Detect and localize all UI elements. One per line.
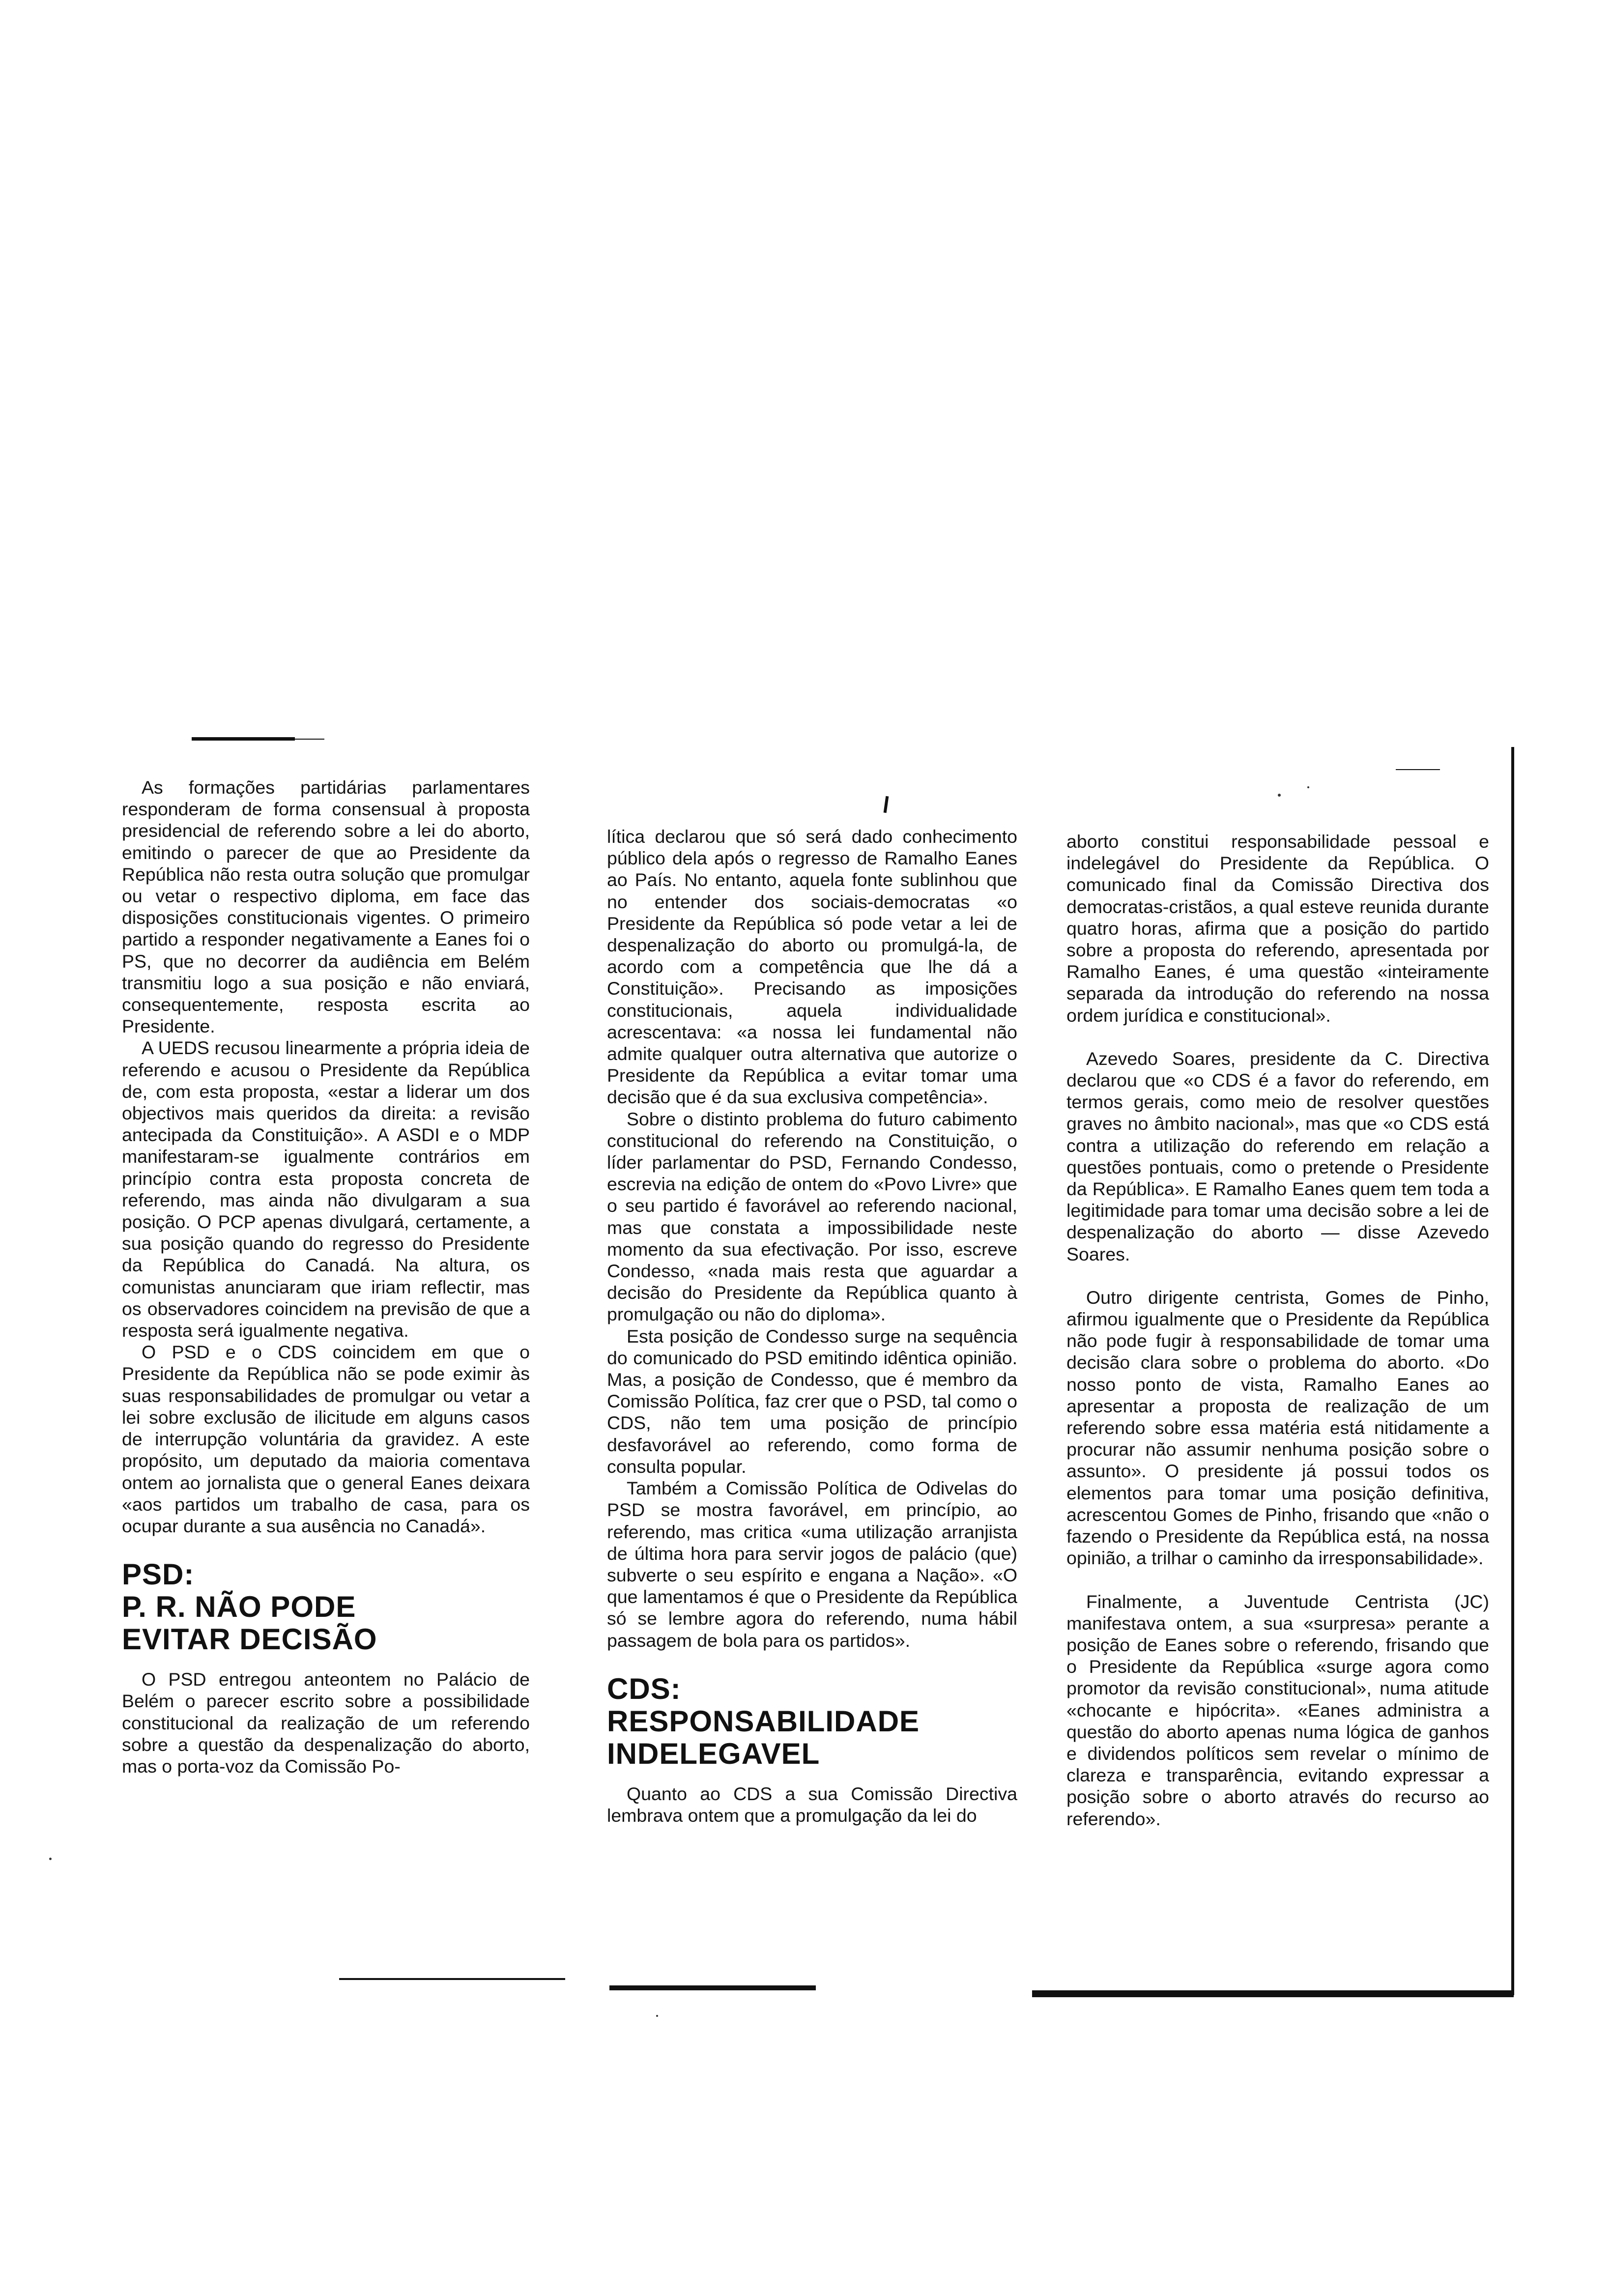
subheading-cds <box>607 1673 1017 1770</box>
subheading-cds-line-1: CDS: <box>607 1672 681 1705</box>
newspaper-clipping <box>113 737 1489 2025</box>
paragraph: lítica declarou que só será dado conhecimento público dela após o regresso de Ramalho Eanes ao País. No entanto, aquela fonte sublinhou que no entender dos sociais-democratas «o Presidente da República só pode vetar a lei de despenalização do aborto ou promulgá-la, de acordo com a competência que lhe dá a Constituição». Precisando as imposições constitucionais, aquela individualidade acrescentava: «a nossa lei fundamental não admite qualquer outra alternativa que autorize o Presidente da República a evitar tomar uma decisão que é da sua exclusiva competência». <box>607 826 1017 1108</box>
bottom-middle-rule <box>609 1985 816 1990</box>
paragraph-gap <box>1066 1569 1489 1591</box>
paragraph: O PSD e o CDS coincidem em que o Presidente da República não se pode eximir às suas responsabilidades de promulgar ou vetar a lei sobre exclusão de ilicitude em alguns casos de interrupção voluntária da gravidez. A este propósito, um deputado da maioria comentava ontem ao jornalista que o general Eanes deixara «aos partidos um trabalho de casa, para os ocupar durante a sua ausência no Canadá». <box>122 1342 530 1536</box>
column-2 <box>607 826 1017 1826</box>
right-vertical-rule <box>1511 747 1514 1995</box>
paragraph-gap <box>1066 1026 1489 1048</box>
top-right-dash <box>1396 769 1440 770</box>
subheading-psd-line-3: EVITAR DECISÃO <box>122 1623 377 1656</box>
top-left-rule-thin <box>295 739 324 740</box>
paragraph: A UEDS recusou linearmente a própria ideia de referendo e acusou o Presidente da República de, com esta proposta, «estar a liderar um dos objectivos mais queridos da direita: a revisão antecipada da Constituição». A ASDI e o MDP manifestaram-se igualmente contrários em princípio contra esta proposta concreta de referendo, mas ainda não divulgaram a sua posição. O PCP apenas divulgará, certamente, a sua posição quando do regresso do Presidente da República do Canadá. Na altura, os comunistas anunciaram que iriam reflectir, mas os observadores coincidem na previsão de que a resposta será igualmente negativa. <box>122 1037 530 1341</box>
speck <box>49 1858 52 1860</box>
paragraph: As formações partidárias parlamentares responderam de forma consensual à proposta presidencial de referendo sobre a lei do aborto, emitindo o parecer de que ao Presidente da República não resta outra solução que promulgar ou vetar o respectivo diploma, em face das disposições constitucionais vigentes. O primeiro partido a responder negativamente a Eanes foi o PS, que no decorrer da audiência em Belém transmitiu logo a sua posição e não enviará, consequentemente, resposta escrita ao Presidente. <box>122 777 530 1037</box>
paragraph: Quanto ao CDS a sua Comissão Directiva lembrava ontem que a promulgação da lei do <box>607 1783 1017 1826</box>
paragraph: Finalmente, a Juventude Centrista (JC) manifestava ontem, a sua «surpresa» perante a posição de Eanes sobre o referendo, frisando que o Presidente da República «surge agora como promotor da revisão constitucional», numa atitude «chocante e hipócrita». «Eanes administra a questão do aborto apenas numa lógica de ganhos e dividendos políticos sem revelar o mínimo de clareza e transparência, evitando expressar a posição sobre o aborto através do recurso ao referendo». <box>1066 1591 1489 1829</box>
paragraph: Também a Comissão Política de Odivelas do PSD se mostra favorável, em princípio, ao referendo, mas critica «uma utilização arranjista de última hora para servir jogos de palácio (que) subverte o seu espírito e engana a Nação». «O que lamentamos é que o Presidente da República só se lembre agora do referendo, numa hábil passagem de bola para os partidos». <box>607 1478 1017 1651</box>
speck <box>656 2015 658 2017</box>
paragraph-gap <box>1066 1265 1489 1287</box>
paragraph: Outro dirigente centrista, Gomes de Pinho, afirmou igualmente que o Presidente da República não pode fugir à responsabilidade de tomar uma decisão clara sobre o problema do aborto. «Do nosso ponto de vista, Ramalho Eanes ao apresentar a proposta de realização de um referendo sobre essa matéria está nitidamente a procurar não assumir nenhuma posição sobre o assunto». O presidente já possui todos os elementos para tomar uma posição definitiva, acrescentou Gomes de Pinho, frisando que «não o fazendo o Presidente da República está, na nossa opinião, a trilhar o caminho da irresponsabilidade». <box>1066 1287 1489 1569</box>
subheading-cds-line-3: INDELEGAVEL <box>607 1737 820 1770</box>
speck <box>1278 794 1281 797</box>
top-left-rule <box>192 737 295 741</box>
subheading-psd-line-2: P. R. NÃO PODE <box>122 1590 356 1624</box>
column-3 <box>1066 831 1489 1830</box>
paragraph: aborto constitui responsabilidade pessoal e indelegável do Presidente da República. O comunicado final da Comissão Directiva dos democratas-cristãos, a qual esteve reunida durante quatro horas, afirma que a posição do partido sobre a proposta do referendo, apresentada por Ramalho Eanes, é uma questão «inteiramente separada da introdução do referendo na nossa ordem jurídica e constitucional». <box>1066 831 1489 1026</box>
speck <box>1307 786 1309 788</box>
paragraph: Esta posição de Condesso surge na sequência do comunicado do PSD emitindo idêntica opinião. Mas, a posição de Condesso, que é membro da Comissão Política, faz crer que o PSD, tal como o CDS, não tem uma posição de princípio desfavorável ao referendo, como forma de consulta popular. <box>607 1325 1017 1477</box>
bottom-left-rule <box>339 1978 565 1980</box>
column-1 <box>122 776 530 1777</box>
paragraph: Sobre o distinto problema do futuro cabimento constitucional do referendo na Constituição, o líder parlamentar do PSD, Fernando Condesso, escrevia na edição de ontem do «Povo Livre» que o seu partido é favorável ao referendo nacional, mas que constata a impossibilidade neste momento da sua efectivação. Por isso, escreve Condesso, «nada mais resta que aguardar a decisão do Presidente da República quanto à promulgação ou não do diploma». <box>607 1108 1017 1325</box>
paragraph: Azevedo Soares, presidente da C. Directiva declarou que «o CDS é a favor do referendo, em termos gerais, como meio de resolver questões graves no âmbito nacional», mas que «o CDS está contra a utilização do referendo em relação a questões pontuais, como o pretende o Presidente da República». E Ramalho Eanes quem tem toda a legitimidade para tomar uma decisão sobre a lei de despenalização do aborto — disse Azevedo Soares. <box>1066 1048 1489 1264</box>
subheading-psd-line-1: PSD: <box>122 1558 195 1591</box>
bottom-right-rule <box>1032 1990 1514 1997</box>
col2-top-mark <box>884 796 889 813</box>
subheading-cds-line-2: RESPONSABILIDADE <box>607 1704 920 1738</box>
subheading-psd <box>122 1558 530 1656</box>
paragraph: O PSD entregou anteontem no Palácio de Belém o parecer escrito sobre a possibilidade constitucional da realização de um referendo sobre a questão da despenalização do aborto, mas o porta-voz da Comissão Po- <box>122 1669 530 1777</box>
